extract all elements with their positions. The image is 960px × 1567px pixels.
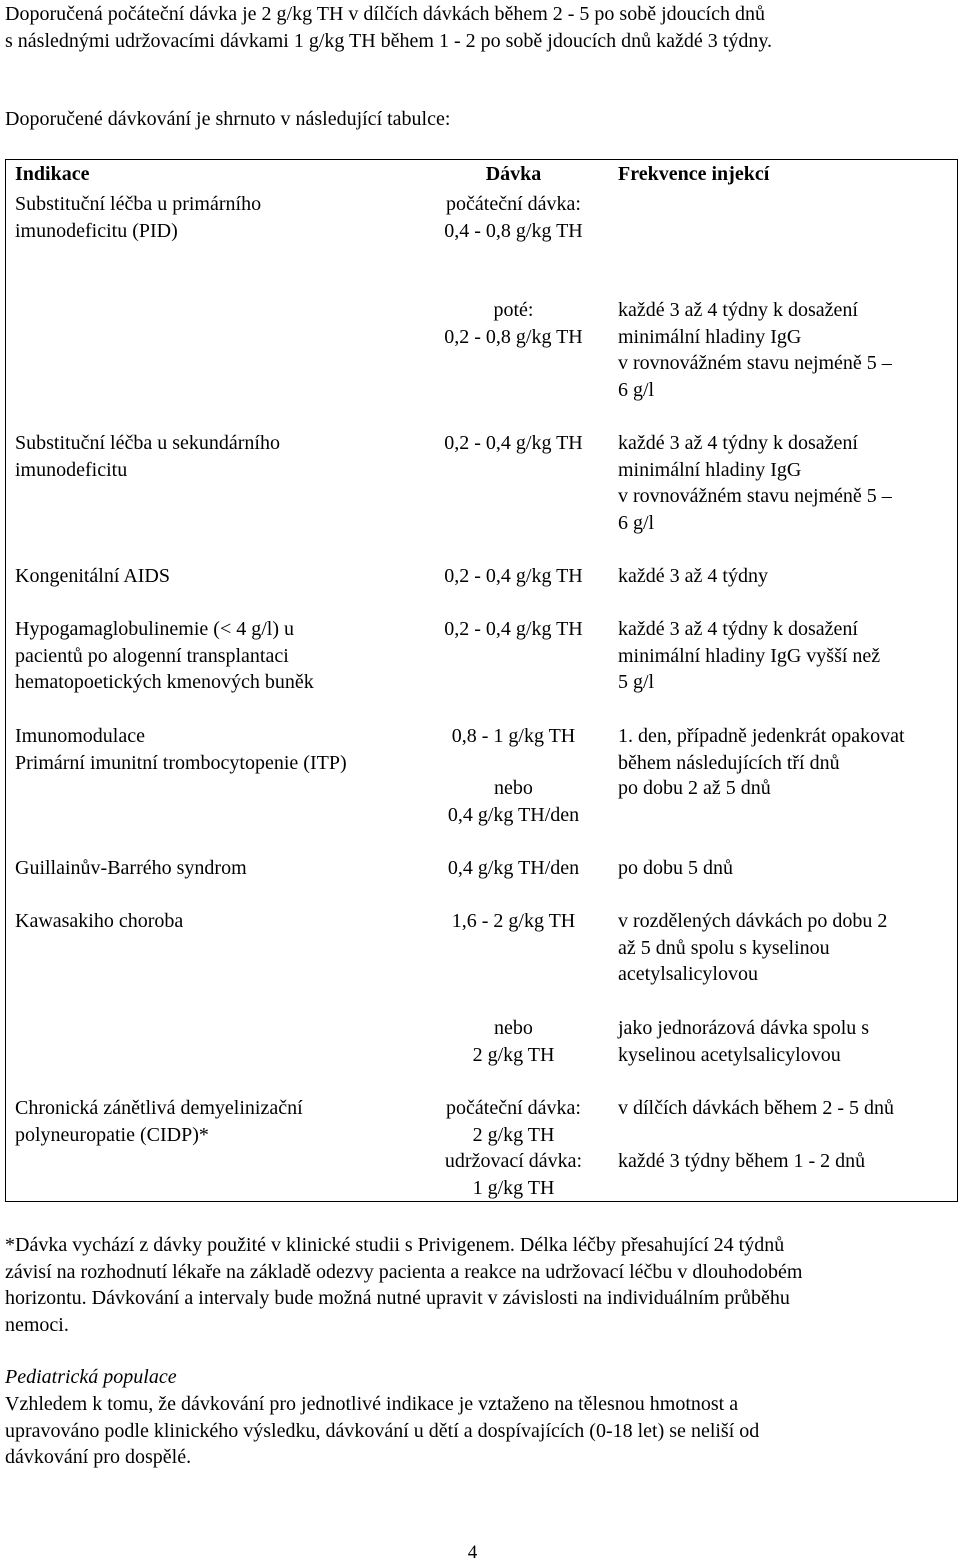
cell-frequency bbox=[618, 616, 948, 696]
cell-frequency bbox=[618, 1095, 948, 1122]
cell-frequency bbox=[618, 908, 948, 988]
dose-line: 0,4 - 0,8 g/kg TH bbox=[444, 219, 583, 242]
dose-line: nebo bbox=[494, 777, 533, 799]
indication-line: Chronická zánětlivá demyelinizační bbox=[15, 1097, 303, 1119]
cell-indication bbox=[15, 191, 415, 244]
dose-line: poté: bbox=[493, 299, 534, 321]
indication-line: Primární imunitní trombocytopenie (ITP) bbox=[15, 751, 347, 774]
header-indication: Indikace bbox=[15, 163, 90, 185]
indication-line: Substituční léčba u primárního bbox=[15, 193, 262, 215]
frequency-line: v rovnovážném stavu nejméně 5 – bbox=[618, 352, 892, 374]
indication-line: imunodeficitu (PID) bbox=[15, 219, 178, 242]
frequency-line: 6 g/l bbox=[618, 378, 655, 401]
dosage-table bbox=[5, 159, 958, 1202]
summary-sentence: Doporučené dávkování je shrnuto v následující tabulce: bbox=[5, 108, 451, 130]
cell-frequency bbox=[618, 297, 948, 403]
header-frequency: Frekvence injekcí bbox=[618, 163, 770, 185]
dose-line: počáteční dávka: bbox=[446, 1097, 581, 1119]
pediatric-line: Vzhledem k tomu, že dávkování pro jednotlivé indikace je vztaženo na tělesnou hmotnost a bbox=[5, 1393, 739, 1415]
dose-line: 0,2 - 0,4 g/kg TH bbox=[444, 432, 583, 454]
frequency-line: každé 3 až 4 týdny bbox=[618, 565, 768, 587]
intro-paragraph bbox=[5, 1, 772, 54]
frequency-line: 1. den, případně jedenkrát opakovat bbox=[618, 725, 905, 747]
frequency-line: každé 3 týdny během 1 - 2 dnů bbox=[618, 1150, 866, 1172]
frequency-line: v rovnovážném stavu nejméně 5 – bbox=[618, 485, 892, 507]
dose-line: 0,4 g/kg TH/den bbox=[447, 857, 580, 879]
cell-dose bbox=[416, 563, 611, 590]
cell-indication bbox=[15, 908, 415, 935]
cell-frequency bbox=[618, 1148, 948, 1175]
dose-line: udržovací dávka: bbox=[444, 1150, 583, 1172]
cell-dose bbox=[416, 1148, 611, 1201]
cell-indication bbox=[15, 723, 415, 776]
frequency-line: v dílčích dávkách během 2 - 5 dnů bbox=[618, 1097, 895, 1119]
dose-line: nebo bbox=[494, 1017, 533, 1039]
indication-line: pacientů po alogenní transplantaci bbox=[15, 644, 289, 667]
indication-line: polyneuropatie (CIDP)* bbox=[15, 1123, 209, 1146]
indication-line: imunodeficitu bbox=[15, 458, 128, 481]
cell-indication bbox=[15, 1095, 415, 1148]
indication-line: Kongenitální AIDS bbox=[15, 565, 170, 587]
cell-dose bbox=[416, 1095, 611, 1148]
frequency-line: během následujících tří dnů bbox=[618, 751, 840, 774]
frequency-line: každé 3 až 4 týdny k dosažení bbox=[618, 618, 858, 640]
frequency-line: každé 3 až 4 týdny k dosažení bbox=[618, 299, 858, 321]
cell-dose bbox=[416, 616, 611, 643]
dose-line: 0,2 - 0,8 g/kg TH bbox=[444, 325, 583, 348]
intro-line: Doporučená počáteční dávka je 2 g/kg TH v dílčích dávkách během 2 - 5 po sobě jdoucích dnů bbox=[5, 3, 765, 25]
dose-line: počáteční dávka: bbox=[446, 193, 581, 215]
frequency-line: acetylsalicylovou bbox=[618, 963, 758, 985]
page-number: 4 bbox=[467, 1542, 478, 1563]
cell-dose bbox=[416, 191, 611, 244]
cell-dose bbox=[416, 297, 611, 350]
dose-line: 2 g/kg TH bbox=[472, 1123, 555, 1146]
cell-indication bbox=[15, 430, 415, 483]
frequency-line: až 5 dnů spolu s kyselinou bbox=[618, 936, 830, 959]
footnote-line: *Dávka vychází z dávky použité v klinické studii s Privigenem. Délka léčby přesahující 24 týdnů bbox=[5, 1234, 785, 1256]
pediatric-text bbox=[5, 1391, 955, 1471]
indication-line: Imunomodulace bbox=[15, 725, 145, 747]
cell-dose bbox=[416, 775, 611, 828]
dose-line: 0,2 - 0,4 g/kg TH bbox=[444, 618, 583, 640]
dose-line: 1,6 - 2 g/kg TH bbox=[451, 910, 576, 932]
dose-line: 2 g/kg TH bbox=[472, 1043, 555, 1066]
frequency-line: v rozdělených dávkách po dobu 2 bbox=[618, 910, 888, 932]
frequency-line: každé 3 až 4 týdny k dosažení bbox=[618, 432, 858, 454]
cell-dose bbox=[416, 855, 611, 882]
pediatric-line: dávkování pro dospělé. bbox=[5, 1446, 192, 1468]
cell-frequency bbox=[618, 723, 948, 776]
cell-indication bbox=[15, 855, 415, 882]
cell-dose bbox=[416, 723, 611, 750]
cell-indication bbox=[15, 616, 415, 696]
pediatric-title: Pediatrická populace bbox=[5, 1366, 177, 1388]
cell-dose bbox=[416, 1015, 611, 1068]
cell-dose bbox=[416, 908, 611, 935]
cell-frequency bbox=[618, 855, 948, 882]
cell-indication bbox=[15, 563, 415, 590]
indication-line: Substituční léčba u sekundárního bbox=[15, 432, 280, 454]
frequency-line: jako jednorázová dávka spolu s bbox=[618, 1017, 870, 1039]
frequency-line: kyselinou acetylsalicylovou bbox=[618, 1043, 841, 1066]
dose-line: 0,8 - 1 g/kg TH bbox=[451, 725, 576, 747]
pediatric-line: upravováno podle klinického výsledku, dávkování u dětí a dospívajících (0-18 let) se neliší od bbox=[5, 1419, 760, 1442]
intro-line: s následnými udržovacími dávkami 1 g/kg TH během 1 - 2 po sobě jdoucích dnů každé 3 týdny. bbox=[5, 29, 773, 52]
frequency-line: 6 g/l bbox=[618, 511, 655, 534]
cell-frequency bbox=[618, 1015, 948, 1068]
indication-line: Kawasakiho choroba bbox=[15, 910, 184, 932]
cell-frequency bbox=[618, 775, 948, 802]
frequency-line: po dobu 2 až 5 dnů bbox=[618, 777, 771, 799]
cell-frequency bbox=[618, 430, 948, 536]
frequency-line: 5 g/l bbox=[618, 671, 655, 693]
header-dose: Dávka bbox=[485, 163, 542, 185]
cell-dose bbox=[416, 430, 611, 457]
frequency-line: minimální hladiny IgG bbox=[618, 458, 802, 481]
frequency-line: minimální hladiny IgG bbox=[618, 325, 802, 348]
frequency-line: po dobu 5 dnů bbox=[618, 857, 733, 879]
footnote-line: závisí na rozhodnutí lékaře na základě odezvy pacienta a reakce na udržovací léčbu v dlouhodobém bbox=[5, 1260, 803, 1283]
indication-line: hematopoetických kmenových buněk bbox=[15, 671, 314, 693]
indication-line: Hypogamaglobulinemie (< 4 g/l) u bbox=[15, 618, 295, 640]
dose-line: 0,2 - 0,4 g/kg TH bbox=[444, 565, 583, 587]
dose-line: 1 g/kg TH bbox=[472, 1176, 555, 1199]
indication-line: Guillainův-Barrého syndrom bbox=[15, 857, 247, 879]
dose-line: 0,4 g/kg TH/den bbox=[447, 803, 580, 826]
frequency-line: minimální hladiny IgG vyšší než bbox=[618, 644, 881, 667]
footnote bbox=[5, 1232, 955, 1338]
footnote-line: nemoci. bbox=[5, 1313, 69, 1336]
cell-frequency bbox=[618, 563, 948, 590]
footnote-line: horizontu. Dávkování a intervaly bude možná nutné upravit v závislosti na individuálním průběhu bbox=[5, 1287, 790, 1309]
